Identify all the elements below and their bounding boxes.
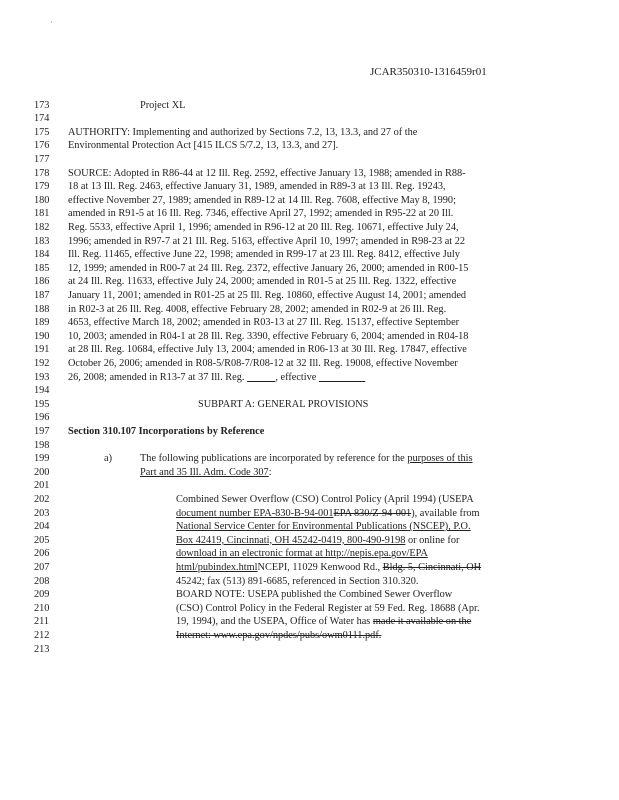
line-number: 190 [34, 330, 50, 342]
line-number: 205 [34, 534, 50, 546]
line-number: 212 [34, 629, 50, 641]
line-number: 193 [34, 371, 50, 383]
line-text [140, 99, 185, 113]
line-number: 200 [34, 466, 50, 478]
text-run: AUTHORITY: Implementing and authorized by Sections 7.2, 13, 13.3, and 27 of the [68, 126, 418, 138]
line-text [68, 126, 417, 140]
line-text [176, 575, 419, 589]
line-text [68, 371, 365, 385]
line-number: 183 [34, 235, 50, 247]
line-number: 177 [34, 153, 50, 165]
line-text [68, 139, 338, 153]
text-run: ), available from [411, 507, 480, 519]
item-label: a) [104, 453, 112, 465]
line-number: 188 [34, 303, 50, 315]
line-text [68, 330, 468, 344]
line-text [68, 207, 453, 221]
inserted-text [319, 372, 365, 383]
line-text [68, 343, 467, 357]
line-number: 195 [34, 398, 50, 410]
deleted-text: Internet: www.epa.gov/npdes/pubs/owm0111.pdf. [176, 629, 382, 641]
line-number: 173 [34, 99, 50, 111]
line-text [68, 194, 456, 208]
document-id: JCAR350310-1316459r01 [370, 66, 487, 78]
line-text [176, 615, 471, 629]
text-run: Project XL [140, 99, 186, 111]
text-run: January 11, 2001; amended in R01-25 at 25 Ill. Reg. 10860, effective August 14, 2001; amended [68, 289, 467, 301]
line-number: 181 [34, 208, 50, 220]
inserted-text: Box 42419, Cincinnati, OH 45242-0419, 800-490-9198 [176, 534, 406, 546]
inserted-text: purposes of this [407, 453, 473, 465]
line-number: 199 [34, 453, 50, 465]
line-text [176, 547, 428, 561]
text-run: in R02-3 at 26 Ill. Reg. 4008, effective February 28, 2002; amended in R02-9 at 26 Ill. Reg. [68, 303, 447, 315]
line-number: 178 [34, 167, 50, 179]
text-run: effective November 27, 1989; amended in R89-12 at 14 Ill. Reg. 7608, effective May 8, 1990; [68, 194, 456, 206]
text-run: Combined Sewer Overflow (CSO) Control Policy (April 1994) (USEPA [176, 493, 474, 505]
inserted-text: document number EPA-830-B-94-001 [176, 507, 334, 519]
line-text [198, 398, 368, 412]
inserted-text: Part and 35 Ill. Adm. Code 307 [140, 466, 269, 478]
text-run: (CSO) Control Policy in the Federal Register at 59 Fed. Reg. 18688 (Apr. [176, 602, 480, 614]
line-text [68, 275, 456, 289]
line-number: 184 [34, 249, 50, 261]
line-text [176, 561, 481, 575]
line-text [68, 425, 264, 439]
line-number: 187 [34, 289, 50, 301]
line-text [68, 262, 468, 276]
line-text [176, 534, 459, 548]
line-number: 179 [34, 181, 50, 193]
text-run: 19, 1994), and the USEPA, Office of Water has [176, 616, 373, 628]
line-text [176, 629, 381, 643]
inserted-text: download in an electronic format at http://nepis.epa.gov/EPA [176, 548, 428, 560]
text-run: BOARD NOTE: USEPA published the Combined Sewer Overflow [176, 589, 453, 601]
deleted-text: Bldg. 5, Cincinnati, OH [382, 561, 482, 573]
text-run: amended in R91-5 at 16 Ill. Reg. 7346, effective April 27, 1992; amended in R95-22 at 20 Ill. [68, 208, 454, 220]
text-run: October 26, 2006; amended in R08-5/R08-7/R08-12 at 32 Ill. Reg. 19008, effective November [68, 357, 458, 369]
line-text [176, 520, 471, 534]
line-text [68, 248, 460, 262]
text-run: 18 at 13 Ill. Reg. 2463, effective January 31, 1989, amended in R89-3 at 13 Ill. Reg. 19243, [68, 181, 446, 193]
line-number: 202 [34, 493, 50, 505]
text-run: at 24 Ill. Reg. 11633, effective July 24, 2000; amended in R01-5 at 25 Ill. Reg. 1322, effective [68, 276, 457, 288]
line-number: 196 [34, 412, 50, 424]
deleted-text: EPA 830/Z-94-001 [333, 507, 412, 519]
line-number: 174 [34, 113, 50, 125]
line-number: 208 [34, 575, 50, 587]
line-number: 213 [34, 643, 50, 655]
line-number: 176 [34, 140, 50, 152]
text-run: SOURCE: Adopted in R86-44 at 12 Ill. Reg. 2592, effective January 13, 1988; amended in R88- [68, 167, 466, 179]
text-run: SUBPART A: GENERAL PROVISIONS [198, 398, 369, 410]
line-text [176, 588, 452, 602]
line-number: 204 [34, 521, 50, 533]
line-text [68, 316, 459, 330]
line-text [68, 235, 465, 249]
text-run: 1996; amended in R97-7 at 21 Ill. Reg. 5163, effective April 10, 1997; amended in R98-23 at 22 [68, 235, 466, 247]
inserted-text: National Service Center for Environmental Publications (NSCEP), P.O. [176, 521, 471, 533]
text-run: Ill. Reg. 11465, effective June 22, 1998; amended in R99-17 at 23 Ill. Reg. 8412, effective July [68, 249, 460, 261]
inserted-text: html/pubindex.html [176, 561, 258, 573]
text-run: Reg. 5533, effective April 1, 1996; amended in R96-12 at 20 Ill. Reg. 10671, effective July 24, [68, 221, 459, 233]
line-text [140, 466, 272, 480]
text-run: , effective [275, 371, 319, 383]
text-run: 4653, effective March 18, 2002; amended in R03-13 at 27 Ill. Reg. 15137, effective September [68, 317, 460, 329]
line-number: 203 [34, 507, 50, 519]
line-number: 198 [34, 439, 50, 451]
line-number: 207 [34, 561, 50, 573]
inserted-text [247, 372, 275, 383]
line-text [68, 221, 459, 235]
line-number: 189 [34, 317, 50, 329]
deleted-text: made it available on the [372, 616, 472, 628]
line-number: 209 [34, 589, 50, 601]
text-run: at 28 Ill. Reg. 10684, effective July 13, 2004; amended in R06-13 at 30 Ill. Reg. 17847, effective [68, 344, 467, 356]
text-run: , referenced in Section 310.320. [287, 575, 419, 587]
line-text [68, 167, 466, 181]
text-run: NCEPI, 11029 Kenwood Rd., [257, 561, 383, 573]
line-text [68, 303, 446, 317]
line-number: 206 [34, 548, 50, 560]
text-run: Environmental Protection Act [415 ILCS 5/7.2, 13, 13.3, and 27]. [68, 140, 339, 152]
section-heading: Section 310.107 Incorporations by Reference [68, 425, 265, 437]
line-number: 192 [34, 357, 50, 369]
line-number: 191 [34, 344, 50, 356]
line-number: 180 [34, 194, 50, 206]
line-number: 186 [34, 276, 50, 288]
text-run: 45242; fax (513) 891-6685 [176, 575, 288, 587]
line-text [68, 289, 466, 303]
text-run: : [268, 466, 272, 478]
text-run: 10, 2003; amended in R04-1 at 28 Ill. Reg. 3390, effective February 6, 2004; amended in R04-18 [68, 330, 469, 342]
scan-speck: · [50, 18, 53, 27]
text-run: or online for [405, 534, 460, 546]
line-number: 194 [34, 385, 50, 397]
line-text [176, 493, 474, 507]
line-text [68, 180, 446, 194]
line-text [140, 452, 473, 466]
line-number: 175 [34, 126, 50, 138]
line-number: 201 [34, 480, 50, 492]
line-number: 185 [34, 262, 50, 274]
line-number: 211 [34, 616, 50, 628]
line-number: 182 [34, 221, 50, 233]
line-number: 210 [34, 602, 50, 614]
line-text [176, 602, 479, 616]
text-run: The following publications are incorporated by reference for the [140, 453, 408, 465]
line-number: 197 [34, 425, 50, 437]
line-text [176, 507, 480, 521]
text-run: 26, 2008; amended in R13-7 at 37 Ill. Reg. [68, 371, 248, 383]
text-run: 12, 1999; amended in R00-7 at 24 Ill. Reg. 2372, effective January 26, 2000; amended in R00-15 [68, 262, 469, 274]
line-text [68, 357, 458, 371]
